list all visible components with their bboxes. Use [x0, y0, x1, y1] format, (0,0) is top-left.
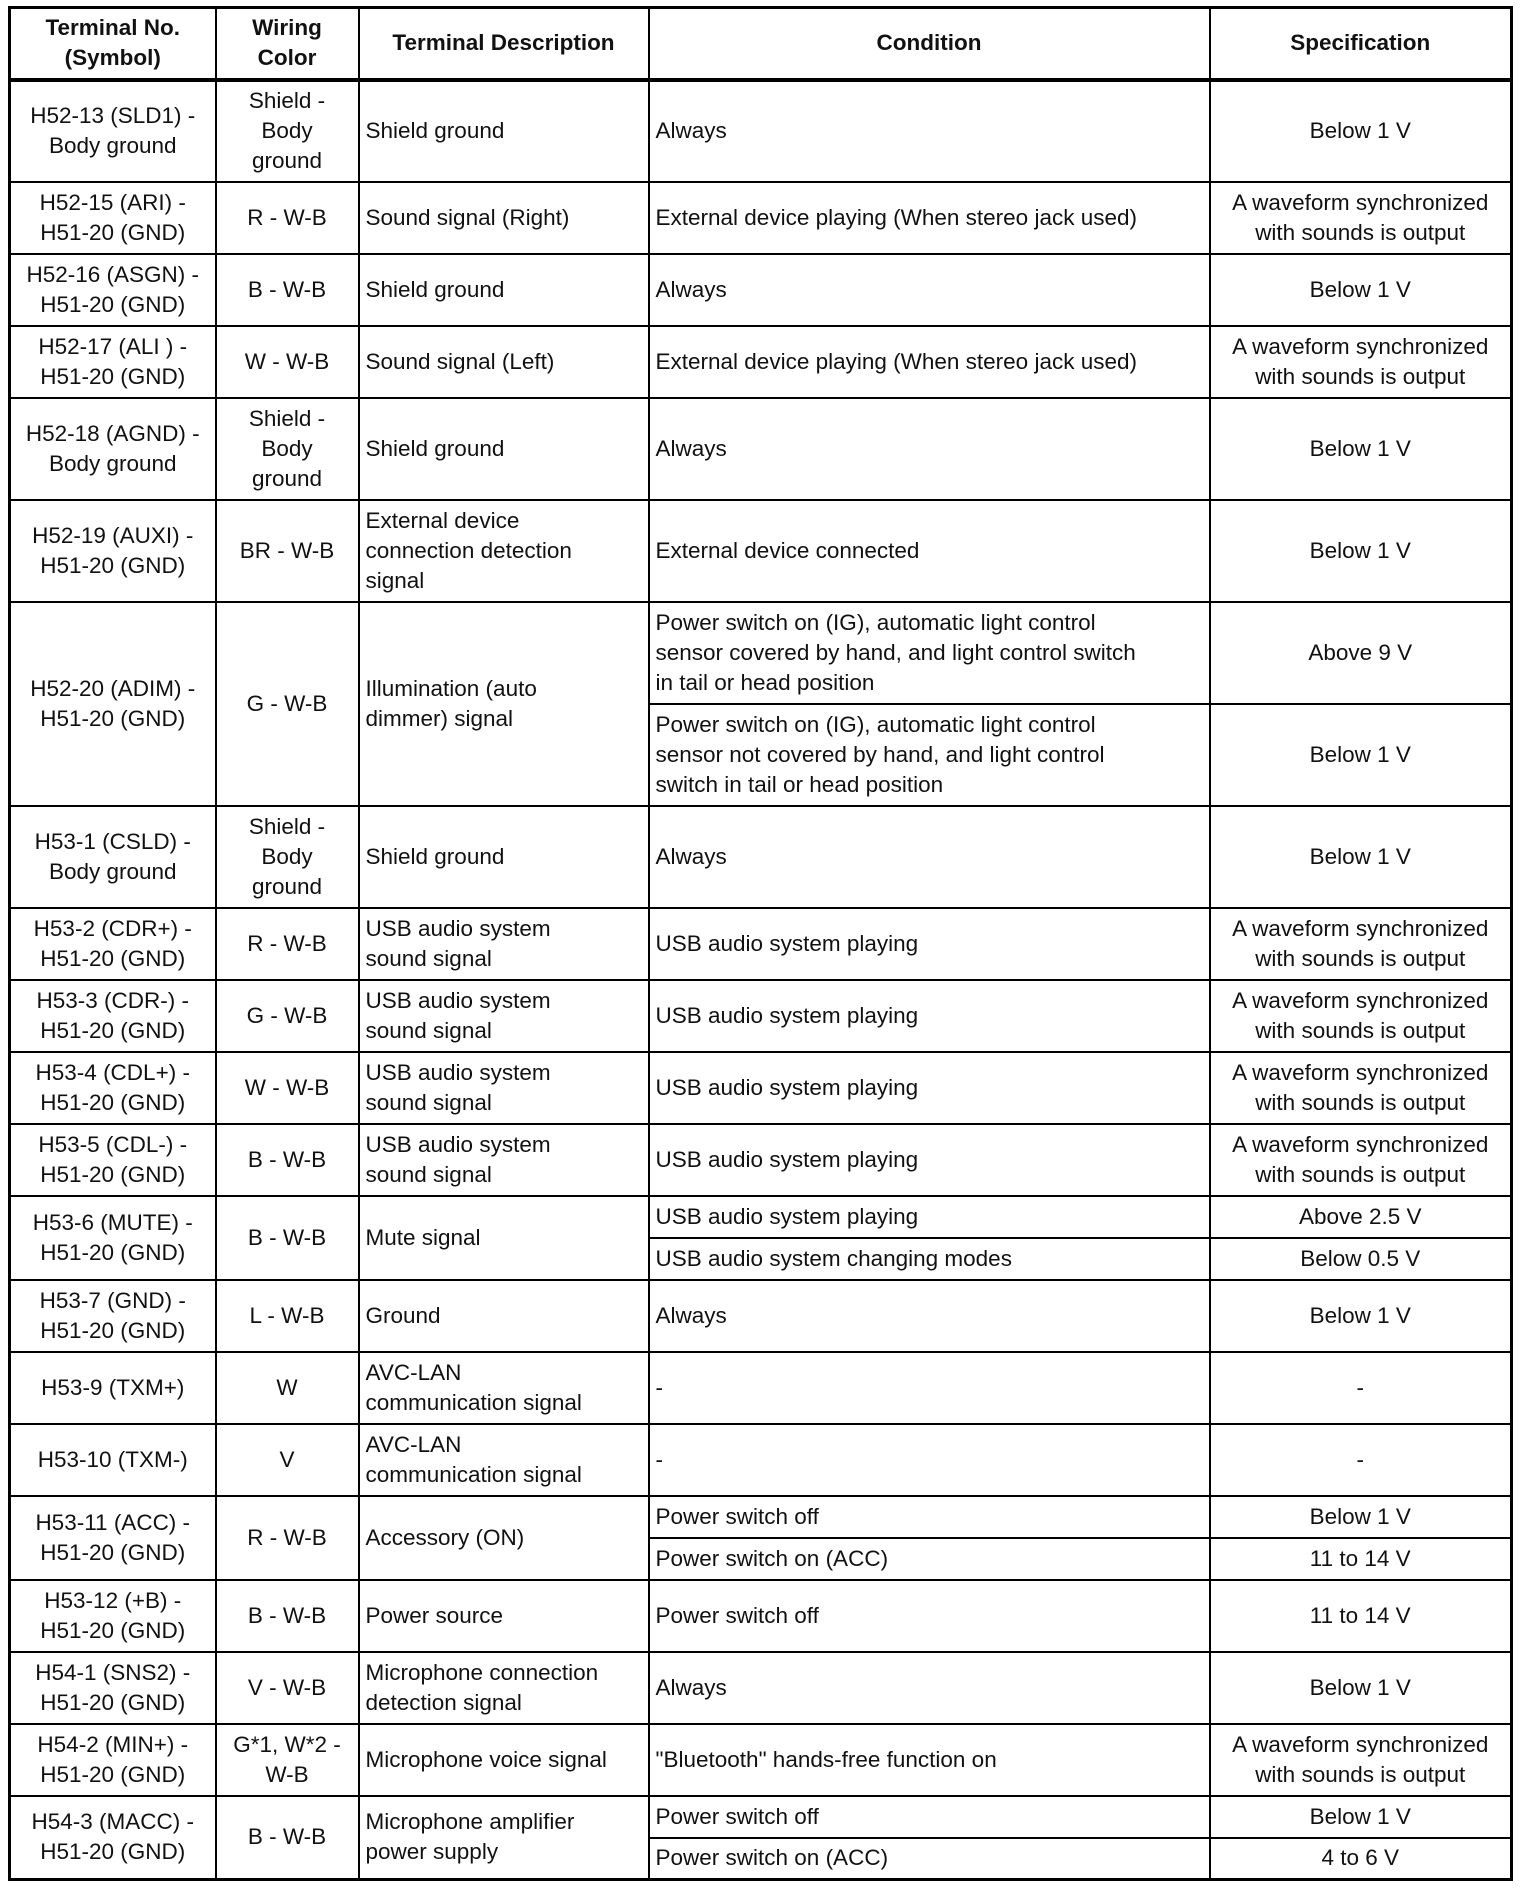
wiring-color-cell: G - W-B	[216, 602, 359, 806]
table-row	[10, 1280, 1512, 1352]
description-cell: Shield ground	[359, 398, 649, 500]
specification-cell: Below 0.5 V	[1210, 1238, 1512, 1280]
condition-cell: Power switch on (IG), automatic light control sensor covered by hand, and light control switch in tail or head position	[649, 602, 1210, 704]
condition-cell: Power switch on (ACC)	[649, 1838, 1210, 1880]
table-row	[10, 500, 1512, 602]
description-cell: USB audio system sound signal	[359, 1124, 649, 1196]
condition-cell: External device connected	[649, 500, 1210, 602]
terminal-cell: H53-2 (CDR+) - H51-20 (GND)	[10, 908, 216, 980]
terminal-cell: H53-10 (TXM-)	[10, 1424, 216, 1496]
terminal-cell: H53-6 (MUTE) - H51-20 (GND)	[10, 1196, 216, 1280]
terminal-cell: H52-18 (AGND) - Body ground	[10, 398, 216, 500]
wiring-color-cell: R - W-B	[216, 908, 359, 980]
header-row	[10, 8, 1512, 80]
condition-cell: USB audio system playing	[649, 980, 1210, 1052]
table-row	[10, 1124, 1512, 1196]
table-row	[10, 1652, 1512, 1724]
description-cell: USB audio system sound signal	[359, 908, 649, 980]
terminal-cell: H53-12 (+B) - H51-20 (GND)	[10, 1580, 216, 1652]
header-condition: Condition	[649, 8, 1210, 80]
wiring-color-cell: W	[216, 1352, 359, 1424]
table-row	[10, 980, 1512, 1052]
specification-cell: A waveform synchronized with sounds is output	[1210, 908, 1512, 980]
header-terminal: Terminal No. (Symbol)	[10, 8, 216, 80]
condition-cell: Always	[649, 1280, 1210, 1352]
specification-cell: Below 1 V	[1210, 398, 1512, 500]
table-row	[10, 1052, 1512, 1124]
table-row	[10, 1352, 1512, 1424]
description-cell: USB audio system sound signal	[359, 1052, 649, 1124]
specification-cell: Below 1 V	[1210, 704, 1512, 806]
specification-cell: A waveform synchronized with sounds is output	[1210, 1124, 1512, 1196]
specification-cell: Below 1 V	[1210, 500, 1512, 602]
specification-cell: Below 1 V	[1210, 1496, 1512, 1538]
specification-cell: A waveform synchronized with sounds is output	[1210, 326, 1512, 398]
specification-cell: A waveform synchronized with sounds is output	[1210, 182, 1512, 254]
terminal-cell: H52-16 (ASGN) - H51-20 (GND)	[10, 254, 216, 326]
terminal-cell: H54-3 (MACC) - H51-20 (GND)	[10, 1796, 216, 1880]
terminal-table-container	[8, 6, 1510, 1881]
specification-cell: Above 9 V	[1210, 602, 1512, 704]
table-row	[10, 398, 1512, 500]
table-row	[10, 806, 1512, 908]
condition-cell: -	[649, 1424, 1210, 1496]
description-cell: Microphone amplifier power supply	[359, 1796, 649, 1880]
specification-cell: 4 to 6 V	[1210, 1838, 1512, 1880]
description-cell: Ground	[359, 1280, 649, 1352]
wiring-color-cell: V	[216, 1424, 359, 1496]
description-cell: Microphone connection detection signal	[359, 1652, 649, 1724]
condition-cell: Power switch off	[649, 1796, 1210, 1838]
table-row	[10, 182, 1512, 254]
specification-cell: -	[1210, 1352, 1512, 1424]
description-cell: Accessory (ON)	[359, 1496, 649, 1580]
table-row	[10, 1724, 1512, 1796]
condition-cell: USB audio system playing	[649, 908, 1210, 980]
terminal-cell: H53-4 (CDL+) - H51-20 (GND)	[10, 1052, 216, 1124]
wiring-color-cell: W - W-B	[216, 326, 359, 398]
wiring-color-cell: R - W-B	[216, 182, 359, 254]
condition-cell: Power switch on (ACC)	[649, 1538, 1210, 1580]
terminal-cell: H52-19 (AUXI) - H51-20 (GND)	[10, 500, 216, 602]
table-row	[10, 602, 1512, 704]
wiring-color-cell: B - W-B	[216, 1124, 359, 1196]
specification-cell: -	[1210, 1424, 1512, 1496]
condition-cell: External device playing (When stereo jack used)	[649, 182, 1210, 254]
specification-cell: A waveform synchronized with sounds is output	[1210, 1724, 1512, 1796]
specification-cell: Below 1 V	[1210, 1280, 1512, 1352]
description-cell: Power source	[359, 1580, 649, 1652]
header-specification: Specification	[1210, 8, 1512, 80]
wiring-color-cell: B - W-B	[216, 1196, 359, 1280]
table-body	[10, 80, 1512, 1880]
condition-cell: Always	[649, 80, 1210, 182]
header-wiring-color: Wiring Color	[216, 8, 359, 80]
wiring-color-cell: Shield - Body ground	[216, 80, 359, 182]
description-cell: Mute signal	[359, 1196, 649, 1280]
table-row	[10, 1424, 1512, 1496]
terminal-cell: H53-7 (GND) - H51-20 (GND)	[10, 1280, 216, 1352]
specification-cell: A waveform synchronized with sounds is output	[1210, 980, 1512, 1052]
specification-cell: Above 2.5 V	[1210, 1196, 1512, 1238]
condition-cell: Always	[649, 398, 1210, 500]
table-row	[10, 80, 1512, 182]
table-row	[10, 1580, 1512, 1652]
wiring-color-cell: V - W-B	[216, 1652, 359, 1724]
table-row	[10, 1796, 1512, 1838]
condition-cell: Always	[649, 806, 1210, 908]
terminal-cell: H53-11 (ACC) - H51-20 (GND)	[10, 1496, 216, 1580]
header-description: Terminal Description	[359, 8, 649, 80]
condition-cell: "Bluetooth" hands-free function on	[649, 1724, 1210, 1796]
specification-cell: Below 1 V	[1210, 80, 1512, 182]
condition-cell: Power switch off	[649, 1496, 1210, 1538]
wiring-color-cell: G - W-B	[216, 980, 359, 1052]
specification-cell: 11 to 14 V	[1210, 1580, 1512, 1652]
condition-cell: Always	[649, 254, 1210, 326]
wiring-color-cell: R - W-B	[216, 1496, 359, 1580]
terminal-cell: H54-1 (SNS2) - H51-20 (GND)	[10, 1652, 216, 1724]
description-cell: Sound signal (Left)	[359, 326, 649, 398]
description-cell: USB audio system sound signal	[359, 980, 649, 1052]
description-cell: External device connection detection signal	[359, 500, 649, 602]
wiring-color-cell: B - W-B	[216, 254, 359, 326]
description-cell: Shield ground	[359, 254, 649, 326]
terminal-specification-table	[8, 6, 1513, 1881]
condition-cell: Always	[649, 1652, 1210, 1724]
description-cell: AVC-LAN communication signal	[359, 1352, 649, 1424]
description-cell: AVC-LAN communication signal	[359, 1424, 649, 1496]
description-cell: Sound signal (Right)	[359, 182, 649, 254]
wiring-color-cell: B - W-B	[216, 1796, 359, 1880]
condition-cell: External device playing (When stereo jack used)	[649, 326, 1210, 398]
table-row	[10, 326, 1512, 398]
specification-cell: A waveform synchronized with sounds is output	[1210, 1052, 1512, 1124]
terminal-cell: H52-20 (ADIM) - H51-20 (GND)	[10, 602, 216, 806]
terminal-cell: H53-3 (CDR-) - H51-20 (GND)	[10, 980, 216, 1052]
table-row	[10, 908, 1512, 980]
terminal-cell: H52-17 (ALI ) - H51-20 (GND)	[10, 326, 216, 398]
condition-cell: USB audio system playing	[649, 1124, 1210, 1196]
condition-cell: Power switch off	[649, 1580, 1210, 1652]
terminal-cell: H54-2 (MIN+) - H51-20 (GND)	[10, 1724, 216, 1796]
wiring-color-cell: BR - W-B	[216, 500, 359, 602]
terminal-cell: H52-15 (ARI) - H51-20 (GND)	[10, 182, 216, 254]
specification-cell: Below 1 V	[1210, 1796, 1512, 1838]
table-row	[10, 1196, 1512, 1238]
condition-cell: USB audio system playing	[649, 1196, 1210, 1238]
specification-cell: Below 1 V	[1210, 254, 1512, 326]
terminal-cell: H53-9 (TXM+)	[10, 1352, 216, 1424]
condition-cell: USB audio system changing modes	[649, 1238, 1210, 1280]
condition-cell: -	[649, 1352, 1210, 1424]
terminal-cell: H53-1 (CSLD) - Body ground	[10, 806, 216, 908]
wiring-color-cell: G*1, W*2 - W-B	[216, 1724, 359, 1796]
wiring-color-cell: L - W-B	[216, 1280, 359, 1352]
table-row	[10, 1496, 1512, 1538]
wiring-color-cell: W - W-B	[216, 1052, 359, 1124]
description-cell: Illumination (auto dimmer) signal	[359, 602, 649, 806]
description-cell: Shield ground	[359, 80, 649, 182]
specification-cell: Below 1 V	[1210, 1652, 1512, 1724]
specification-cell: 11 to 14 V	[1210, 1538, 1512, 1580]
terminal-cell: H53-5 (CDL-) - H51-20 (GND)	[10, 1124, 216, 1196]
condition-cell: USB audio system playing	[649, 1052, 1210, 1124]
specification-cell: Below 1 V	[1210, 806, 1512, 908]
wiring-color-cell: Shield - Body ground	[216, 398, 359, 500]
condition-cell: Power switch on (IG), automatic light control sensor not covered by hand, and light control switch in tail or head position	[649, 704, 1210, 806]
wiring-color-cell: Shield - Body ground	[216, 806, 359, 908]
terminal-cell: H52-13 (SLD1) - Body ground	[10, 80, 216, 182]
table-row	[10, 254, 1512, 326]
description-cell: Shield ground	[359, 806, 649, 908]
wiring-color-cell: B - W-B	[216, 1580, 359, 1652]
description-cell: Microphone voice signal	[359, 1724, 649, 1796]
